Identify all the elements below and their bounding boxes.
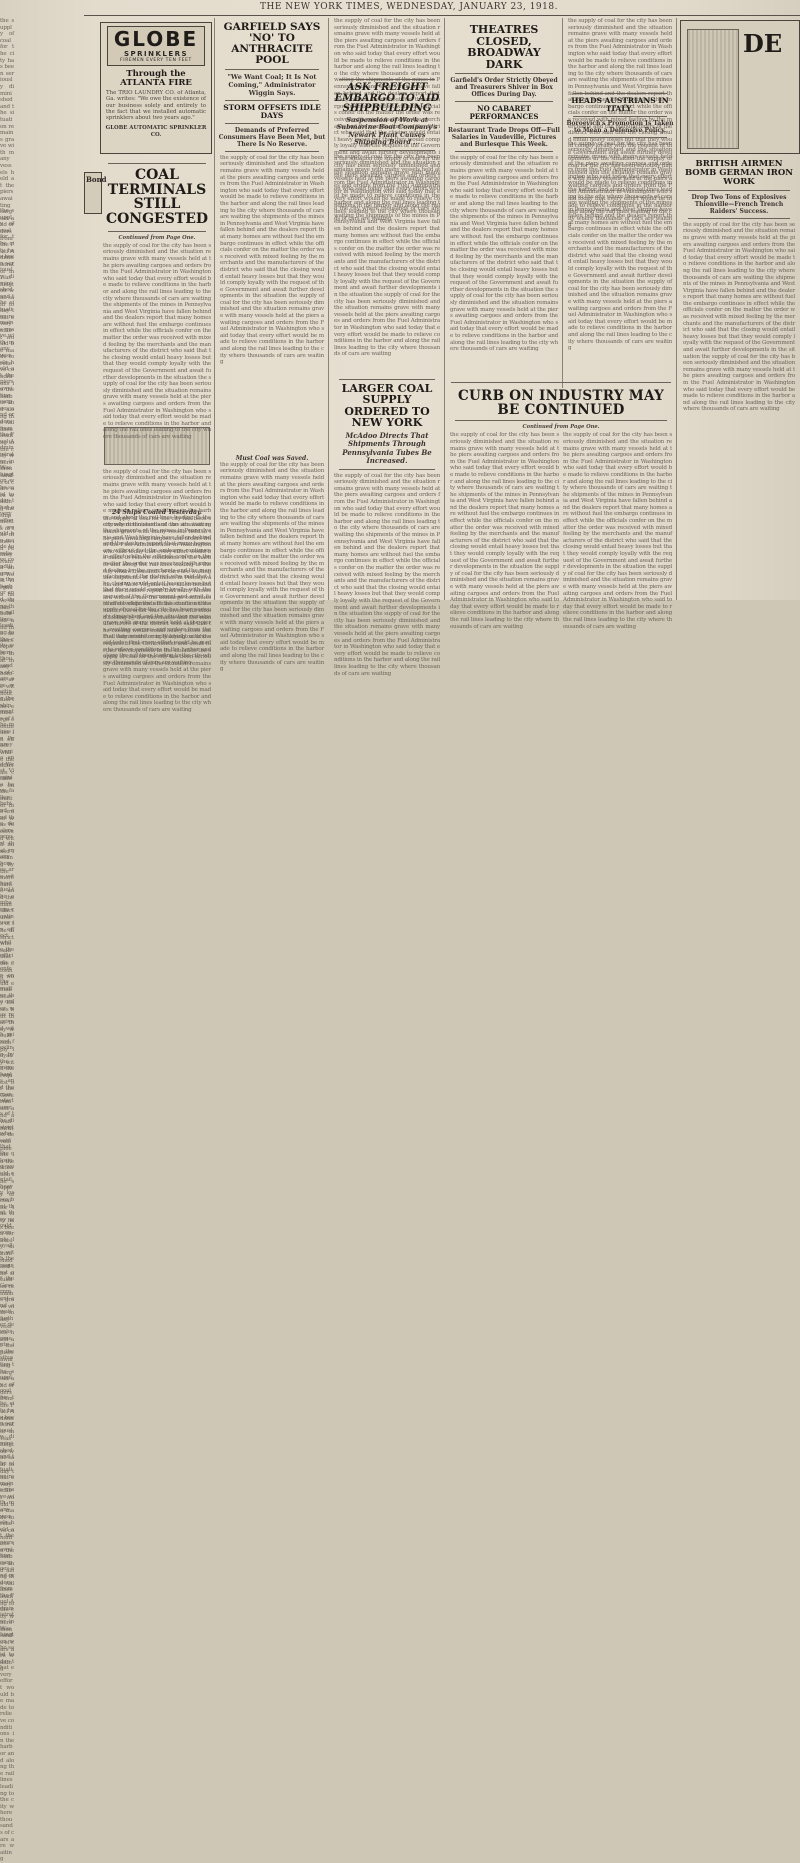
globe-brand: GLOBE <box>113 27 199 51</box>
curb-cont: Continued from Page One. <box>522 424 600 431</box>
divider <box>455 151 553 152</box>
ad-right-text: DE <box>743 29 783 58</box>
globe-company: GLOBE AUTOMATIC SPRINKLER CO. <box>105 124 207 138</box>
article-curb <box>447 380 675 600</box>
airmen-deck: Drop Two Tons of Explosives Thionville—French Trench Raiders' Success. <box>691 193 787 215</box>
divider <box>451 382 671 383</box>
fragment-text <box>0 18 14 198</box>
column-rule <box>328 18 329 600</box>
theatres-deck3: Restaurant Trade Drops Off—Full Salaries in Vaudeville, Pictures and Burlesque This Week. <box>448 126 560 148</box>
curb-columns <box>447 432 675 592</box>
globe-body: The TRIO LAUNDRY CO. of Atlanta, Ga. writes: "We owe the existence of our business solely and entirely to the fact that we installed automatic sprinklers about two years ago." <box>106 89 207 122</box>
divider <box>455 420 667 421</box>
garfield-headline: GARFIELD SAYS 'NO' TO ANTHRACITE POOL <box>223 21 321 67</box>
bond-title: Bond <box>86 175 107 184</box>
masthead-rule <box>84 15 800 16</box>
divider <box>225 100 319 101</box>
divider <box>455 73 553 74</box>
airmen-body <box>680 222 798 582</box>
divider <box>339 469 435 470</box>
theatres-headline: THEATRES CLOSED, BROADWAY DARK <box>467 23 541 71</box>
top-body <box>331 18 443 76</box>
globe-product: SPRINKLERS <box>123 50 189 58</box>
article-garfield <box>217 18 327 600</box>
airmen-headline: BRITISH AIRMEN BOMB GERMAN IRON WORK <box>684 159 794 187</box>
divider <box>108 231 206 232</box>
ad-globe-sprinklers <box>100 22 212 154</box>
coal-terminals-section: 24 Ships Coaled Yesterday. <box>112 508 202 516</box>
larger-supply-body <box>331 473 443 613</box>
theatres-body <box>447 155 561 285</box>
newspaper-page <box>0 0 800 600</box>
garfield-deck: "We Want Coal; It Is Not Coming," Administrator Wiggin Says. <box>227 73 317 98</box>
theatres-deck: Garfield's Order Strictly Obeyed and Treasurers Shiver in Box Offices During Day. <box>450 77 558 99</box>
divider <box>688 218 790 219</box>
curb-body-left <box>450 432 559 592</box>
column-rule <box>676 18 677 600</box>
article-airmen <box>680 158 798 600</box>
austrians-body <box>565 141 675 391</box>
ad-right <box>680 20 800 154</box>
article-coal-terminals <box>100 160 214 600</box>
coal-terminals-body2 <box>100 469 214 509</box>
divider <box>688 190 790 191</box>
globe-logo-box <box>107 26 205 66</box>
garfield-body <box>217 155 327 455</box>
larger-supply-deck: McAdoo Directs That Shipments Through Pennsylvania Tubes Be Increased. <box>342 430 432 466</box>
larger-supply-headline: LARGER COAL SUPPLY ORDERED TO NEW YORK <box>341 381 433 430</box>
column-1 <box>0 18 84 600</box>
column-rule <box>444 18 445 600</box>
embargo-body <box>331 154 443 376</box>
divider <box>339 379 435 380</box>
divider <box>108 163 206 164</box>
divider <box>225 69 319 70</box>
theatres-deck2: NO CABARET PERFORMANCES <box>469 104 539 121</box>
masthead <box>260 2 800 14</box>
column-rule <box>562 18 563 388</box>
embargo-headline: ASK FREIGHT EMBARGO TO AID SHIPBUILDING <box>334 82 440 114</box>
globe-tagline: FIREMEN EVERY TEN FEET <box>120 58 192 63</box>
divider <box>225 151 319 152</box>
austrians-headline: HEADS AUSTRIANS IN ITALY. <box>571 96 669 113</box>
article-austrians <box>565 18 675 398</box>
garfield-body2 <box>217 462 327 602</box>
coal-terminals-headline: COAL TERMINALS STILL CONGESTED <box>105 167 209 228</box>
coal-terminals-cont: Continued from Page One. <box>118 234 196 241</box>
ad-illustration <box>687 29 739 149</box>
column-rule <box>214 18 215 600</box>
garfield-deck2: STORM OFFSETS IDLE DAYS <box>223 103 321 120</box>
curb-body-right <box>563 432 672 592</box>
fragment-text <box>0 208 14 348</box>
divider <box>225 123 319 124</box>
embargo-deck: Suspension of Work at Submarine Boat Company's Newark Plant Causes Shipping Board ... <box>336 115 438 146</box>
curb-headline: CURB ON INDUSTRY MAY BE CONTINUED <box>457 388 665 419</box>
divider <box>455 123 553 124</box>
globe-title: Through the ATLANTA FIRE <box>120 69 192 88</box>
masthead-paper: THE NEW YORK TIMES, WEDNESDAY, JANUARY 23, 1918. <box>260 2 558 12</box>
garfield-deck3: Demands of Preferred Consumers Have Been Met, but There Is No Reserve. <box>218 126 326 148</box>
divider <box>455 101 553 102</box>
austrians-top-body <box>565 18 675 90</box>
garfield-section: Must Coal was Saved. <box>235 454 309 462</box>
coal-terminals-body3 <box>100 516 214 666</box>
column-embargo <box>331 18 443 600</box>
austrians-deck: Boroevich's Promotion Is Taken to Mean a Defensive Policy. <box>566 119 674 134</box>
coal-terminals-body <box>100 243 214 423</box>
